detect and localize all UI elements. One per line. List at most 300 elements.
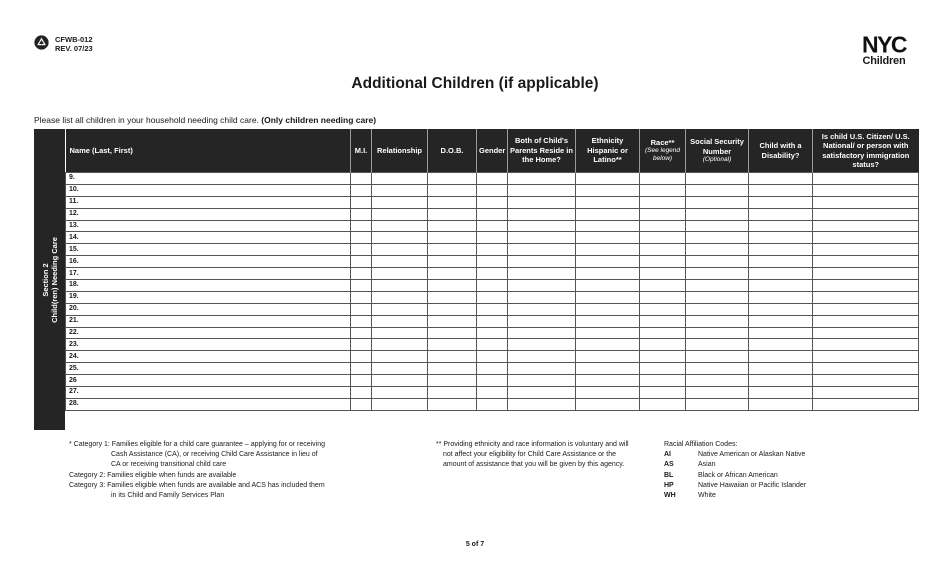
footnote-line: Cash Assistance (CA), or receiving Child Care Assistance in lieu of (111, 451, 318, 459)
column-header-label: Social Security Number (690, 137, 744, 156)
section-label (41, 237, 59, 323)
table-row (66, 256, 919, 268)
entry-cell[interactable] (372, 232, 428, 244)
column-header (372, 129, 428, 173)
column-header-label: Child with a Disability? (759, 141, 802, 160)
entry-cell[interactable] (813, 184, 919, 196)
entry-cell[interactable] (576, 196, 640, 208)
legend-item (664, 471, 806, 481)
entry-cell[interactable] (813, 339, 919, 351)
entry-cell[interactable] (576, 375, 640, 387)
row-number[interactable]: 17. (66, 268, 351, 280)
entry-cell[interactable] (508, 232, 576, 244)
section-title: Child(ren) Needing Care (49, 236, 59, 323)
row-number[interactable]: 20. (66, 303, 351, 315)
entry-cell[interactable] (477, 208, 508, 220)
entry-cell[interactable] (372, 244, 428, 256)
entry-cell[interactable] (749, 315, 813, 327)
entry-cell[interactable] (477, 339, 508, 351)
entry-cell[interactable] (428, 327, 477, 339)
entry-cell[interactable] (576, 184, 640, 196)
entry-cell[interactable] (508, 303, 576, 315)
column-header-label: Ethnicity Hispanic or Latino** (587, 136, 628, 165)
entry-cell[interactable] (640, 244, 686, 256)
entry-cell[interactable] (477, 315, 508, 327)
entry-cell[interactable] (813, 375, 919, 387)
entry-cell[interactable] (428, 280, 477, 292)
entry-cell[interactable] (508, 268, 576, 280)
entry-cell[interactable] (351, 315, 372, 327)
legend-item (664, 491, 806, 501)
legend-code: BL (664, 471, 674, 479)
entry-cell[interactable] (813, 291, 919, 303)
row-number[interactable]: 11. (66, 196, 351, 208)
row-number[interactable]: 24. (66, 351, 351, 363)
entry-cell[interactable] (477, 375, 508, 387)
entry-cell[interactable] (351, 280, 372, 292)
entry-cell[interactable] (477, 256, 508, 268)
table-row (66, 327, 919, 339)
entry-cell[interactable] (372, 173, 428, 185)
row-number[interactable]: 9. (66, 173, 351, 185)
entry-cell[interactable] (477, 184, 508, 196)
entry-cell[interactable] (477, 232, 508, 244)
entry-cell[interactable] (508, 220, 576, 232)
legend-label: Asian (698, 461, 716, 469)
children-table (65, 129, 919, 411)
row-number[interactable]: 12. (66, 208, 351, 220)
entry-cell[interactable] (576, 291, 640, 303)
footnote-line: * Category 1: Families eligible for a child care guarantee – applying for or receiving (69, 441, 326, 448)
entry-cell[interactable] (508, 315, 576, 327)
entry-cell[interactable] (477, 303, 508, 315)
entry-cell[interactable] (640, 315, 686, 327)
entry-cell[interactable] (351, 351, 372, 363)
svg-text:NYC: NYC (861, 33, 907, 55)
footnote-line: Category 2: Families eligible when funds are available (69, 471, 237, 479)
table-row (66, 244, 919, 256)
logo-subtitle: Children (862, 55, 906, 67)
entry-cell[interactable] (508, 387, 576, 399)
entry-cell[interactable] (686, 303, 749, 315)
entry-cell[interactable] (640, 375, 686, 387)
entry-cell[interactable] (351, 244, 372, 256)
entry-cell[interactable] (813, 244, 919, 256)
column-header (351, 129, 372, 173)
table-row (66, 232, 919, 244)
entry-cell[interactable] (372, 196, 428, 208)
entry-cell[interactable] (428, 208, 477, 220)
entry-cell[interactable] (428, 184, 477, 196)
table-row (66, 303, 919, 315)
entry-cell[interactable] (508, 363, 576, 375)
entry-cell[interactable] (372, 208, 428, 220)
table-row (66, 268, 919, 280)
entry-cell[interactable] (813, 398, 919, 410)
entry-cell[interactable] (428, 351, 477, 363)
entry-cell[interactable] (351, 375, 372, 387)
entry-cell[interactable] (351, 339, 372, 351)
entry-cell[interactable] (477, 387, 508, 399)
legend-label: Native American or Alaskan Native (698, 451, 806, 459)
table-row (66, 184, 919, 196)
entry-cell[interactable] (508, 351, 576, 363)
entry-cell[interactable] (686, 244, 749, 256)
nyc-logo-icon (853, 33, 915, 55)
column-header-label: M.I. (354, 145, 368, 155)
entry-cell[interactable] (686, 339, 749, 351)
revision-date: REV. 07/23 (55, 44, 93, 53)
entry-cell[interactable] (477, 351, 508, 363)
entry-cell[interactable] (428, 375, 477, 387)
entry-cell[interactable] (640, 256, 686, 268)
entry-cell[interactable] (372, 291, 428, 303)
legend-code: AS (664, 461, 674, 469)
entry-cell[interactable] (351, 232, 372, 244)
entry-cell[interactable] (813, 220, 919, 232)
entry-cell[interactable] (640, 220, 686, 232)
page-title: Additional Children (if applicable) (351, 75, 599, 92)
entry-cell[interactable] (508, 173, 576, 185)
entry-cell[interactable] (428, 196, 477, 208)
entry-cell[interactable] (576, 208, 640, 220)
column-header (66, 129, 351, 173)
entry-cell[interactable] (372, 327, 428, 339)
entry-cell[interactable] (749, 363, 813, 375)
entry-cell[interactable] (508, 327, 576, 339)
entry-cell[interactable] (749, 327, 813, 339)
entry-cell[interactable] (749, 232, 813, 244)
entry-cell[interactable] (508, 375, 576, 387)
entry-cell[interactable] (576, 280, 640, 292)
entry-cell[interactable] (749, 351, 813, 363)
row-number[interactable]: 27. (66, 387, 351, 399)
column-header (749, 129, 813, 173)
entry-cell[interactable] (576, 398, 640, 410)
entry-cell[interactable] (351, 387, 372, 399)
footnote-line: amount of assistance that you will be given by this agency. (443, 461, 625, 469)
entry-cell[interactable] (372, 220, 428, 232)
entry-cell[interactable] (428, 315, 477, 327)
entry-cell[interactable] (813, 208, 919, 220)
entry-cell[interactable] (686, 398, 749, 410)
legend-item (664, 481, 806, 491)
entry-cell[interactable] (640, 327, 686, 339)
legend-label: Native Hawaiian or Pacific Islander (698, 481, 807, 489)
entry-cell[interactable] (372, 398, 428, 410)
entry-cell[interactable] (428, 363, 477, 375)
table-row (66, 363, 919, 375)
form-code: CFWB-012 (55, 35, 93, 44)
entry-cell[interactable] (813, 173, 919, 185)
entry-cell[interactable] (477, 196, 508, 208)
entry-cell[interactable] (428, 256, 477, 268)
legend-label: Black or African American (698, 471, 778, 479)
entry-cell[interactable] (686, 351, 749, 363)
entry-cell[interactable] (351, 268, 372, 280)
entry-cell[interactable] (686, 363, 749, 375)
table-row (66, 315, 919, 327)
entry-cell[interactable] (749, 291, 813, 303)
entry-cell[interactable] (640, 291, 686, 303)
entry-cell[interactable] (372, 339, 428, 351)
section-sidebar (34, 129, 65, 430)
entry-cell[interactable] (351, 291, 372, 303)
table-row (66, 208, 919, 220)
entry-cell[interactable] (372, 268, 428, 280)
entry-cell[interactable] (749, 339, 813, 351)
row-number[interactable]: 25. (66, 363, 351, 375)
footnote-line: CA or receiving transitional child care (111, 461, 227, 469)
entry-cell[interactable] (749, 398, 813, 410)
entry-cell[interactable] (428, 339, 477, 351)
column-header (813, 129, 919, 173)
row-number[interactable]: 18. (66, 280, 351, 292)
column-header (508, 129, 576, 173)
entry-cell[interactable] (576, 268, 640, 280)
entry-cell[interactable] (351, 184, 372, 196)
entry-cell[interactable] (686, 315, 749, 327)
entry-cell[interactable] (576, 387, 640, 399)
column-header-label: Is child U.S. Citizen/ U.S. National/ or person with satisfactory immigration status? (821, 131, 910, 169)
entry-cell[interactable] (813, 327, 919, 339)
entry-cell[interactable] (749, 375, 813, 387)
entry-cell[interactable] (477, 220, 508, 232)
entry-cell[interactable] (351, 398, 372, 410)
row-number[interactable]: 16. (66, 256, 351, 268)
row-number[interactable]: 26 (66, 375, 351, 387)
entry-cell[interactable] (686, 256, 749, 268)
entry-cell[interactable] (640, 387, 686, 399)
row-number[interactable]: 28. (66, 398, 351, 410)
row-number[interactable]: 10. (66, 184, 351, 196)
entry-cell[interactable] (640, 280, 686, 292)
entry-cell[interactable] (508, 184, 576, 196)
row-number[interactable]: 21. (66, 315, 351, 327)
entry-cell[interactable] (640, 398, 686, 410)
legend-item (664, 450, 806, 460)
entry-cell[interactable] (428, 398, 477, 410)
entry-cell[interactable] (508, 196, 576, 208)
column-header-label: D.O.B. (440, 145, 464, 155)
recycle-icon (34, 35, 49, 50)
entry-cell[interactable] (749, 184, 813, 196)
entry-cell[interactable] (686, 208, 749, 220)
legend-item (664, 460, 806, 470)
entry-cell[interactable] (372, 256, 428, 268)
entry-cell[interactable] (428, 303, 477, 315)
instruction-emphasis: (Only children needing care) (261, 115, 377, 125)
entry-cell[interactable] (576, 315, 640, 327)
entry-cell[interactable] (477, 398, 508, 410)
entry-cell[interactable] (576, 303, 640, 315)
entry-cell[interactable] (372, 280, 428, 292)
footnote-line: Category 3: Families eligible when funds are available and ACS has included them (69, 481, 325, 489)
race-legend (664, 440, 806, 501)
entry-cell[interactable] (686, 327, 749, 339)
entry-cell[interactable] (508, 244, 576, 256)
entry-cell[interactable] (749, 387, 813, 399)
entry-cell[interactable] (813, 363, 919, 375)
entry-cell[interactable] (508, 291, 576, 303)
page-number: 5 of 7 (465, 541, 485, 548)
table-header-row (66, 129, 919, 173)
legend-label: White (698, 492, 716, 500)
instruction-text (34, 115, 376, 125)
footnote-line: in its Child and Family Services Plan (111, 492, 225, 500)
column-header (428, 129, 477, 173)
entry-cell[interactable] (508, 256, 576, 268)
entry-cell[interactable] (813, 196, 919, 208)
nyc-children-logo (853, 33, 915, 67)
entry-cell[interactable] (351, 173, 372, 185)
entry-cell[interactable] (428, 220, 477, 232)
entry-cell[interactable] (428, 291, 477, 303)
entry-cell[interactable] (813, 280, 919, 292)
column-header-note: (See legend below) (644, 147, 681, 163)
row-number[interactable]: 13. (66, 220, 351, 232)
row-number[interactable]: 23. (66, 339, 351, 351)
entry-cell[interactable] (372, 184, 428, 196)
column-header-label: Gender (479, 145, 506, 155)
entry-cell[interactable] (372, 303, 428, 315)
entry-cell[interactable] (576, 363, 640, 375)
entry-cell[interactable] (576, 232, 640, 244)
entry-cell[interactable] (813, 303, 919, 315)
entry-cell[interactable] (477, 291, 508, 303)
entry-cell[interactable] (640, 208, 686, 220)
entry-cell[interactable] (749, 196, 813, 208)
entry-cell[interactable] (372, 375, 428, 387)
entry-cell[interactable] (576, 339, 640, 351)
legend-code: WH (664, 492, 676, 500)
column-header-label: Race** (650, 137, 675, 147)
ethnicity-footnote (436, 440, 651, 471)
footnote-line: ** Providing ethnicity and race information is voluntary and will (436, 441, 629, 448)
entry-cell[interactable] (508, 208, 576, 220)
entry-cell[interactable] (508, 339, 576, 351)
entry-cell[interactable] (813, 351, 919, 363)
instruction-body: Please list all children in your household needing child care. (34, 115, 259, 125)
entry-cell[interactable] (749, 268, 813, 280)
entry-cell[interactable] (351, 220, 372, 232)
entry-cell[interactable] (372, 387, 428, 399)
entry-cell[interactable] (686, 196, 749, 208)
entry-cell[interactable] (813, 268, 919, 280)
entry-cell[interactable] (576, 220, 640, 232)
entry-cell[interactable] (640, 363, 686, 375)
table-row (66, 280, 919, 292)
entry-cell[interactable] (749, 220, 813, 232)
entry-cell[interactable] (428, 232, 477, 244)
entry-cell[interactable] (686, 291, 749, 303)
entry-cell[interactable] (372, 315, 428, 327)
entry-cell[interactable] (576, 244, 640, 256)
entry-cell[interactable] (749, 280, 813, 292)
table-row (66, 291, 919, 303)
entry-cell[interactable] (372, 351, 428, 363)
entry-cell[interactable] (477, 268, 508, 280)
table-row (66, 351, 919, 363)
entry-cell[interactable] (686, 184, 749, 196)
entry-cell[interactable] (477, 363, 508, 375)
entry-cell[interactable] (576, 173, 640, 185)
section-number: Section 2 (40, 262, 50, 297)
entry-cell[interactable] (686, 173, 749, 185)
entry-cell[interactable] (428, 387, 477, 399)
entry-cell[interactable] (508, 398, 576, 410)
entry-cell[interactable] (640, 339, 686, 351)
entry-cell[interactable] (351, 327, 372, 339)
row-number[interactable]: 15. (66, 244, 351, 256)
entry-cell[interactable] (477, 244, 508, 256)
entry-cell[interactable] (686, 280, 749, 292)
entry-cell[interactable] (749, 256, 813, 268)
entry-cell[interactable] (813, 256, 919, 268)
entry-cell[interactable] (351, 363, 372, 375)
entry-cell[interactable] (428, 268, 477, 280)
entry-cell[interactable] (813, 387, 919, 399)
table-row (66, 387, 919, 399)
table-row (66, 375, 919, 387)
column-header-label: Both of Child's Parents Reside in the Home? (510, 136, 573, 165)
legend-code: AI (664, 451, 671, 459)
entry-cell[interactable] (749, 303, 813, 315)
entry-cell[interactable] (351, 303, 372, 315)
entry-cell[interactable] (576, 256, 640, 268)
entry-cell[interactable] (477, 173, 508, 185)
entry-cell[interactable] (508, 280, 576, 292)
row-number[interactable]: 22. (66, 327, 351, 339)
entry-cell[interactable] (576, 327, 640, 339)
entry-cell[interactable] (686, 220, 749, 232)
entry-cell[interactable] (372, 363, 428, 375)
entry-cell[interactable] (813, 232, 919, 244)
entry-cell[interactable] (640, 351, 686, 363)
entry-cell[interactable] (428, 173, 477, 185)
entry-cell[interactable] (640, 184, 686, 196)
entry-cell[interactable] (686, 387, 749, 399)
column-header (640, 129, 686, 173)
entry-cell[interactable] (686, 268, 749, 280)
entry-cell[interactable] (749, 208, 813, 220)
entry-cell[interactable] (351, 256, 372, 268)
entry-cell[interactable] (640, 232, 686, 244)
table-row (66, 339, 919, 351)
entry-cell[interactable] (749, 173, 813, 185)
entry-cell[interactable] (428, 244, 477, 256)
entry-cell[interactable] (686, 375, 749, 387)
entry-cell[interactable] (477, 327, 508, 339)
legend-code: HP (664, 481, 674, 489)
entry-cell[interactable] (640, 196, 686, 208)
entry-cell[interactable] (576, 351, 640, 363)
entry-cell[interactable] (640, 303, 686, 315)
entry-cell[interactable] (640, 173, 686, 185)
column-header (686, 129, 749, 173)
row-number[interactable]: 19. (66, 291, 351, 303)
column-header (477, 129, 508, 173)
entry-cell[interactable] (813, 315, 919, 327)
entry-cell[interactable] (686, 232, 749, 244)
entry-cell[interactable] (477, 280, 508, 292)
row-number[interactable]: 14. (66, 232, 351, 244)
entry-cell[interactable] (749, 244, 813, 256)
entry-cell[interactable] (351, 208, 372, 220)
column-header-label: Name (Last, First) (69, 145, 133, 155)
entry-cell[interactable] (640, 268, 686, 280)
entry-cell[interactable] (351, 196, 372, 208)
